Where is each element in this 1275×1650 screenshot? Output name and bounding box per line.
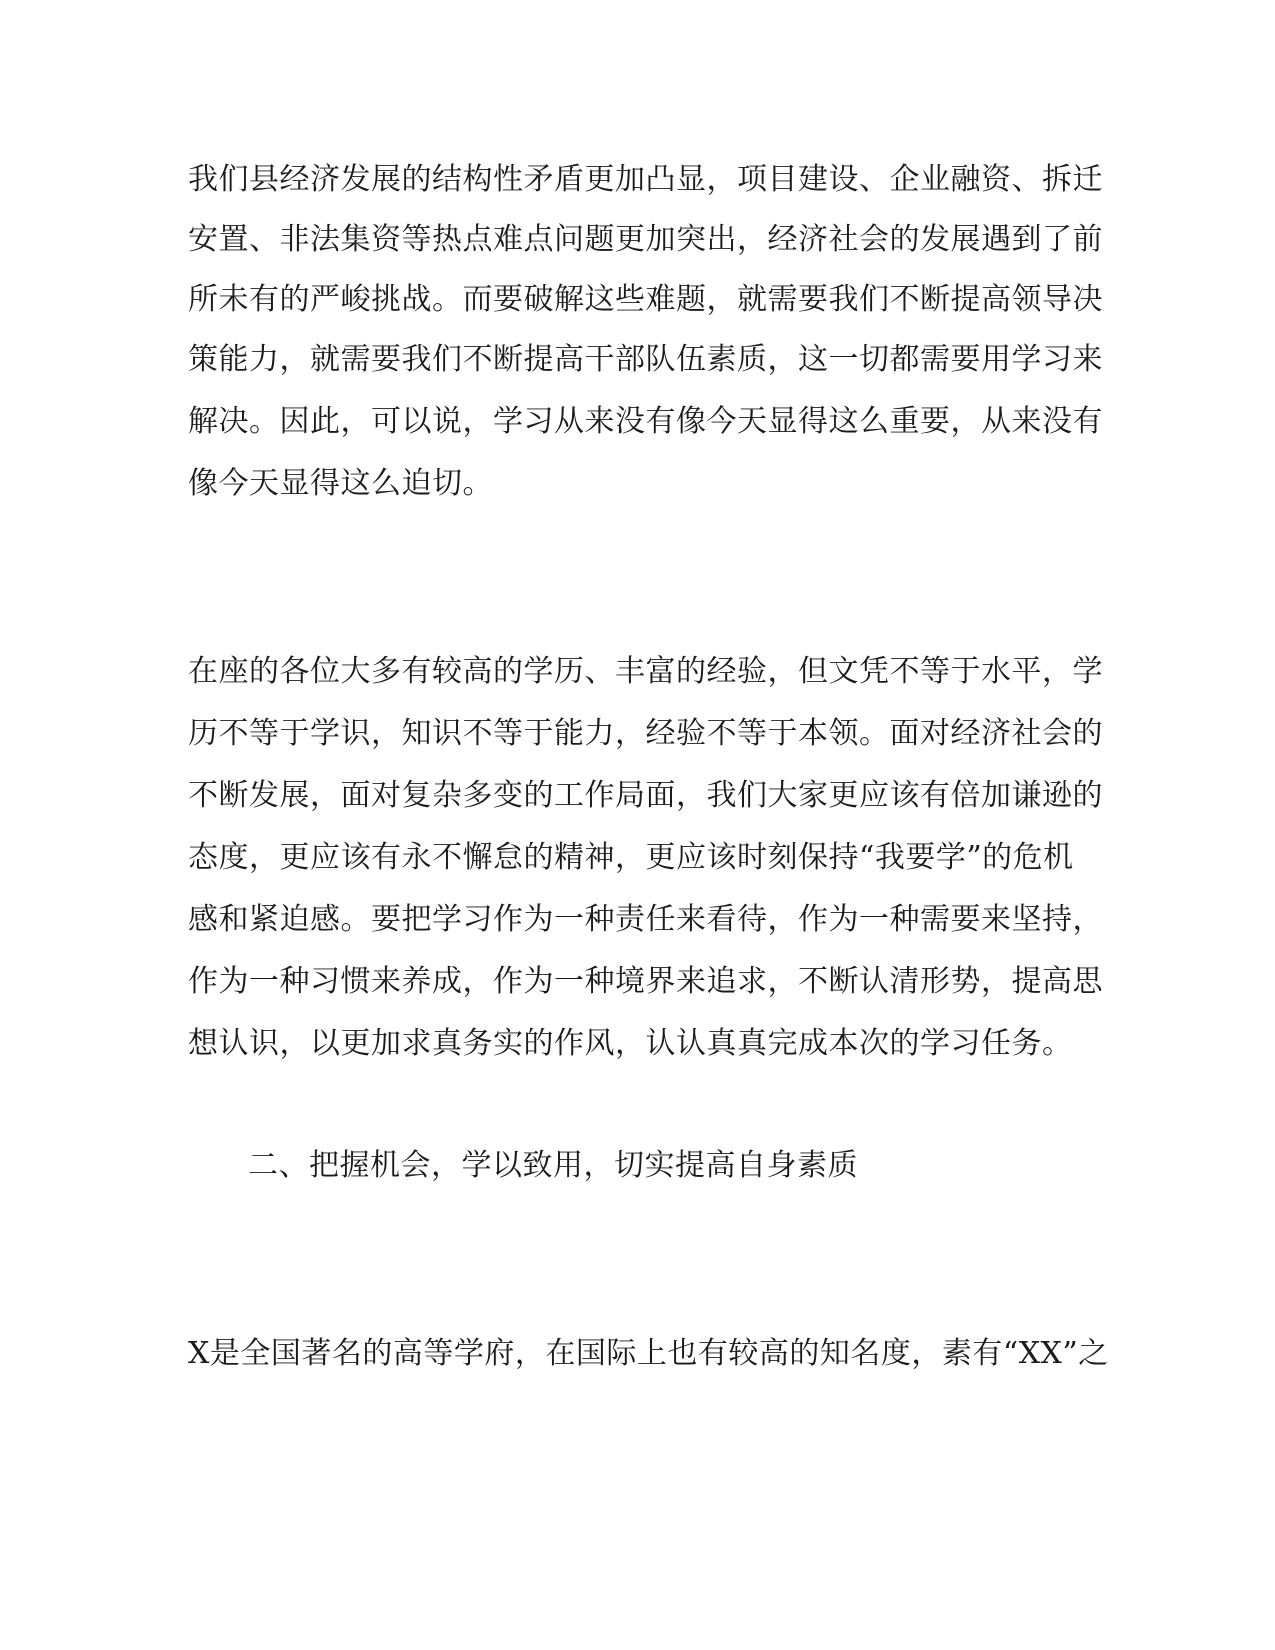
paragraph-2-line-5: 感和紧迫感。要把学习作为一种责任来看待，作为一种需要来坚持， (188, 902, 1103, 937)
paragraph-2-line-6: 作为一种习惯来养成，作为一种境界来追求，不断认清形势，提高思 (188, 964, 1103, 999)
paragraph-2-line-2: 历不等于学识，知识不等于能力，经验不等于本领。面对经济社会的 (188, 716, 1103, 751)
paragraph-2-line-3: 不断发展，面对复杂多变的工作局面，我们大家更应该有倍加谦逊的 (188, 778, 1103, 813)
paragraph-2-line-4: 态度，更应该有永不懈怠的精神，更应该时刻保持“我要学”的危机 (188, 840, 1074, 875)
paragraph-1-line-1: 我们县经济发展的结构性矛盾更加凸显，项目建设、企业融资、拆迁 (188, 162, 1103, 197)
paragraph-1-line-4: 策能力，就需要我们不断提高干部队伍素质，这一切都需要用学习来 (188, 342, 1103, 377)
paragraph-2-line-7: 想认识，以更加求真务实的作风，认认真真完成本次的学习任务。 (188, 1026, 1073, 1061)
paragraph-1-line-2: 安置、非法集资等热点难点问题更加突出，经济社会的发展遇到了前 (188, 222, 1103, 257)
paragraph-1-line-3: 所未有的严峻挑战。而要破解这些难题，就需要我们不断提高领导决 (188, 282, 1103, 317)
paragraph-2-line-1: 在座的各位大多有较高的学历、丰富的经验，但文凭不等于水平，学 (188, 654, 1103, 689)
paragraph-3-line-1: X是全国著名的高等学府，在国际上也有较高的知名度，素有“XX”之 (188, 1336, 1109, 1371)
paragraph-1-line-6: 像今天显得这么迫切。 (188, 466, 493, 501)
section-heading: 二、把握机会，学以致用，切实提高自身素质 (248, 1148, 858, 1183)
paragraph-1-line-5: 解决。因此，可以说，学习从来没有像今天显得这么重要，从来没有 (188, 404, 1103, 439)
